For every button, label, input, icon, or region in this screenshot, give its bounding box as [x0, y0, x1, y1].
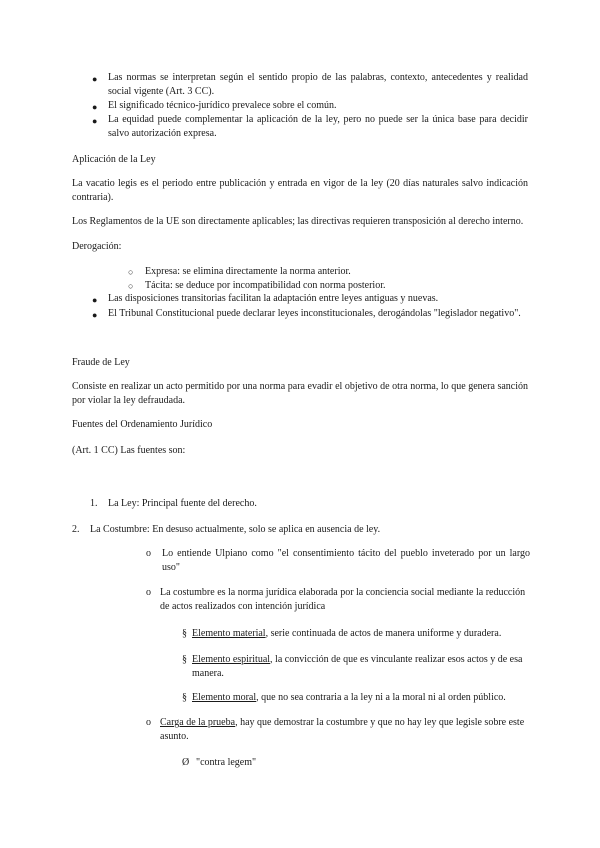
label-derogacion: Derogación: — [72, 241, 122, 252]
fuente-costumbre: La Costumbre: En desuso actualmente, solo se aplica en ausencia de ley. — [90, 524, 381, 535]
bullet-icon: ● — [92, 310, 98, 320]
list-number: 2. — [72, 524, 80, 535]
bullet-interpretacion: Las normas se interpretan según el sentido propio de las palabras, contexto, antecedentes y realidad social vigente (Art. 3 CC). — [108, 72, 528, 97]
section-marker-icon: § — [182, 628, 187, 639]
heading-fraude: Fraude de Ley — [72, 357, 130, 368]
bullet-icon: ● — [92, 102, 98, 112]
term-elemento-material: Elemento material — [192, 628, 266, 639]
elemento-material — [192, 627, 532, 641]
sub-item-expresa: Expresa: se elimina directamente la norma anterior. — [145, 266, 351, 277]
bullet-tribunal-constitucional: El Tribunal Constitucional puede declarar leyes inconstitucionales, derogándolas "legislador negativo". — [108, 308, 521, 319]
section-marker-icon: § — [182, 654, 187, 665]
o-bullet-icon: o — [146, 587, 151, 598]
desc-carga-prueba: , hay que demostrar la costumbre y que no hay ley que legisle sobre este asunto. — [160, 717, 525, 742]
sub-item-tacita: Tácita: se deduce por incompatibilidad con norma posterior. — [145, 280, 386, 291]
desc-elemento-espiritual: , la convicción de que es vinculante realizar esos actos y de esa manera. — [192, 654, 523, 679]
carga-prueba — [160, 716, 532, 744]
bullet-equidad: La equidad puede complementar la aplicación de la ley, pero no puede ser la única base para decidir salvo autorización expresa. — [108, 114, 528, 139]
section-marker-icon: § — [182, 692, 187, 703]
bullet-icon: ● — [92, 295, 98, 305]
o-bullet-icon: o — [146, 717, 151, 728]
bullet-icon: ● — [92, 116, 98, 126]
circle-bullet-icon: ○ — [128, 281, 134, 291]
bullet-significado: El significado técnico-jurídico prevalece sobre el común. — [108, 100, 337, 111]
heading-aplicacion: Aplicación de la Ley — [72, 154, 156, 165]
null-set-icon: Ø — [182, 757, 190, 768]
contra-legem: "contra legem" — [196, 757, 257, 768]
list-number: 1. — [90, 498, 98, 509]
paragraph-reglamentos: Los Reglamentos de la UE son directamente aplicables; las directivas requieren transposición al derecho interno. — [72, 216, 524, 227]
term-elemento-espiritual: Elemento espiritual — [192, 654, 271, 665]
paragraph-fraude: Consiste en realizar un acto permitido por una norma para evadir el objetivo de otra norma, lo que genera sanción por violar la ley defraudada. — [72, 381, 528, 406]
bullet-transitorias: Las disposiciones transitorias facilitan la adaptación entre leyes antiguas y nuevas. — [108, 293, 439, 304]
heading-fuentes: Fuentes del Ordenamiento Jurídico — [72, 419, 213, 430]
elemento-moral — [192, 691, 532, 705]
cita-ulpiano: Lo entiende Ulpiano como "el consentimiento tácito del pueblo inveterado por un largo uso" — [162, 548, 530, 573]
paragraph-vacatio-legis: La vacatio legis es el periodo entre publicación y entrada en vigor de la ley (20 días naturales salvo indicación contraria). — [72, 178, 528, 203]
elemento-espiritual — [192, 653, 530, 681]
definicion-costumbre: La costumbre es la norma jurídica elaborada por la conciencia social mediante la reducción de actos realizados con intención jurídica — [160, 587, 526, 612]
o-bullet-icon: o — [146, 548, 151, 559]
circle-bullet-icon: ○ — [128, 267, 134, 277]
bullet-icon: ● — [92, 74, 98, 84]
term-carga-prueba: Carga de la prueba — [160, 717, 236, 728]
desc-elemento-material: , serie continuada de actos de manera uniforme y duradera. — [265, 628, 502, 639]
desc-elemento-moral: , que no sea contraria a la ley ni a la moral ni al orden público. — [256, 692, 506, 703]
fuentes-intro: (Art. 1 CC) Las fuentes son: — [72, 445, 186, 456]
fuente-ley: La Ley: Principal fuente del derecho. — [108, 498, 257, 509]
term-elemento-moral: Elemento moral — [192, 692, 257, 703]
